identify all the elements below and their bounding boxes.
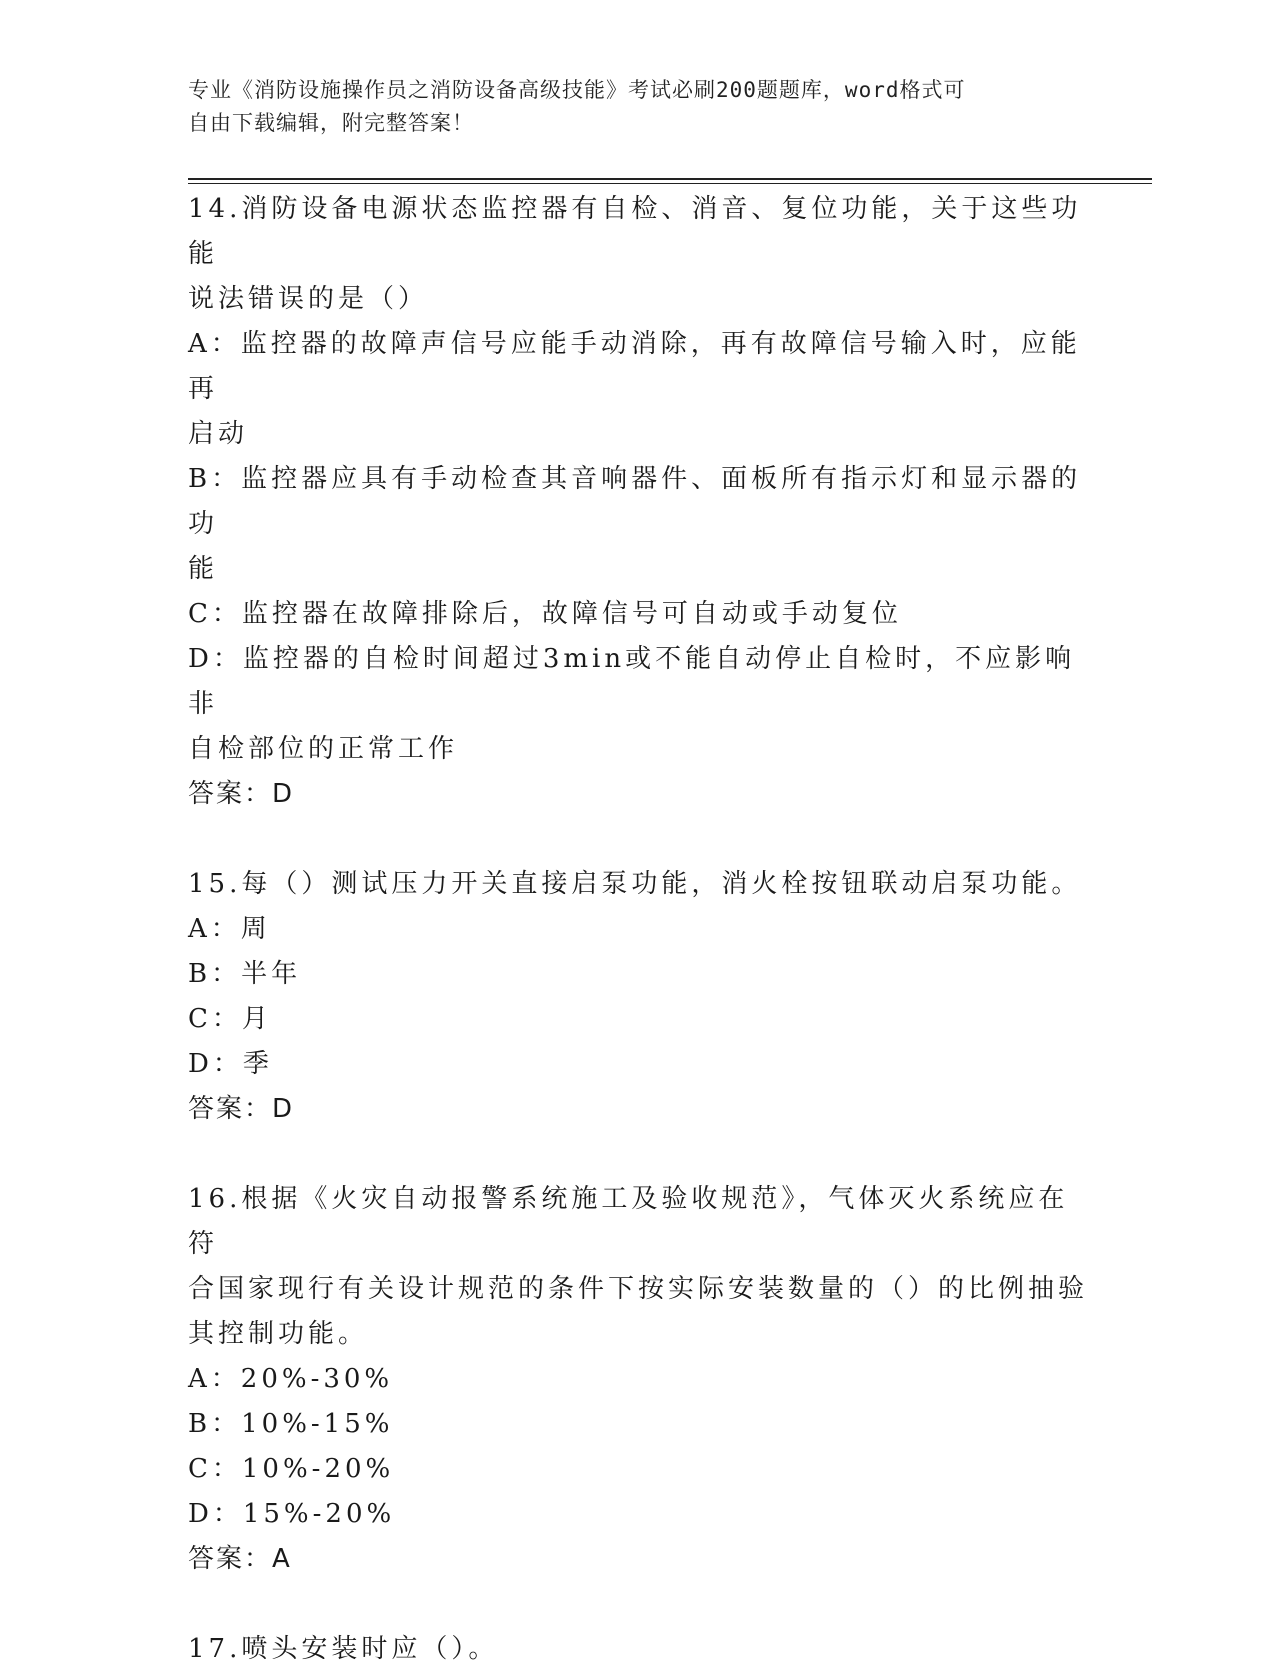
- option-b-line: B：10%-15%: [188, 1409, 394, 1439]
- option-a-line: 启动: [188, 419, 249, 449]
- option-a-line: A：监控器的故障声信号应能手动消除，再有故障信号输入时，应能再: [188, 329, 1081, 404]
- option-a-line: A：周: [188, 914, 271, 944]
- option-b-line: B：半年: [188, 959, 302, 989]
- header-rule-thick: [188, 178, 1152, 180]
- document-header: [188, 74, 1068, 140]
- question-stem-line: 16.根据《火灾自动报警系统施工及验收规范》，气体灭火系统应在符: [188, 1184, 1069, 1259]
- option-c-line: C：10%-20%: [188, 1454, 395, 1484]
- option-c-line: C：月: [188, 1004, 272, 1034]
- option-a-line: A：20%-30%: [188, 1364, 394, 1394]
- question-stem-line: 其控制功能。: [188, 1319, 369, 1349]
- spacer: [188, 1582, 1088, 1627]
- option-d-line: D：监控器的自检时间超过3min或不能自动停止自检时，不应影响非: [188, 644, 1076, 719]
- question-stem-line: 15.每（）测试压力开关直接启泵功能，消火栓按钮联动启泵功能。: [188, 869, 1082, 899]
- spacer: [188, 1132, 1088, 1177]
- option-b-line: B：监控器应具有手动检查其音响器件、面板所有指示灯和显示器的功: [188, 464, 1082, 539]
- question-stem-line: 说法错误的是（）: [188, 284, 429, 314]
- question-14: [188, 187, 1088, 817]
- question-stem-line: 合国家现行有关设计规范的条件下按实际安装数量的（）的比例抽验: [188, 1274, 1089, 1304]
- header-line-2: 自由下载编辑，附完整答案！: [188, 111, 474, 135]
- answer-line: 答案：A: [188, 1544, 292, 1574]
- question-15: [188, 862, 1088, 1132]
- header-rule-thin: [188, 183, 1152, 184]
- question-stem-line: 17.喷头安装时应（）。: [188, 1634, 499, 1664]
- question-16: [188, 1177, 1088, 1582]
- option-c-line: C：监控器在故障排除后，故障信号可自动或手动复位: [188, 599, 902, 629]
- option-d-line: D：15%-20%: [188, 1499, 396, 1529]
- question-list: [188, 187, 1088, 1672]
- option-d-line: D：季: [188, 1049, 273, 1079]
- header-line-1: 专业《消防设施操作员之消防设备高级技能》考试必刷200题题库，word格式可: [188, 78, 966, 102]
- option-b-line: 能: [188, 554, 219, 584]
- answer-line: 答案：D: [188, 1094, 295, 1124]
- option-d-line: 自检部位的正常工作: [188, 734, 459, 764]
- question-stem-line: 14.消防设备电源状态监控器有自检、消音、复位功能，关于这些功能: [188, 194, 1082, 269]
- spacer: [188, 817, 1088, 862]
- answer-line: 答案：D: [188, 779, 295, 809]
